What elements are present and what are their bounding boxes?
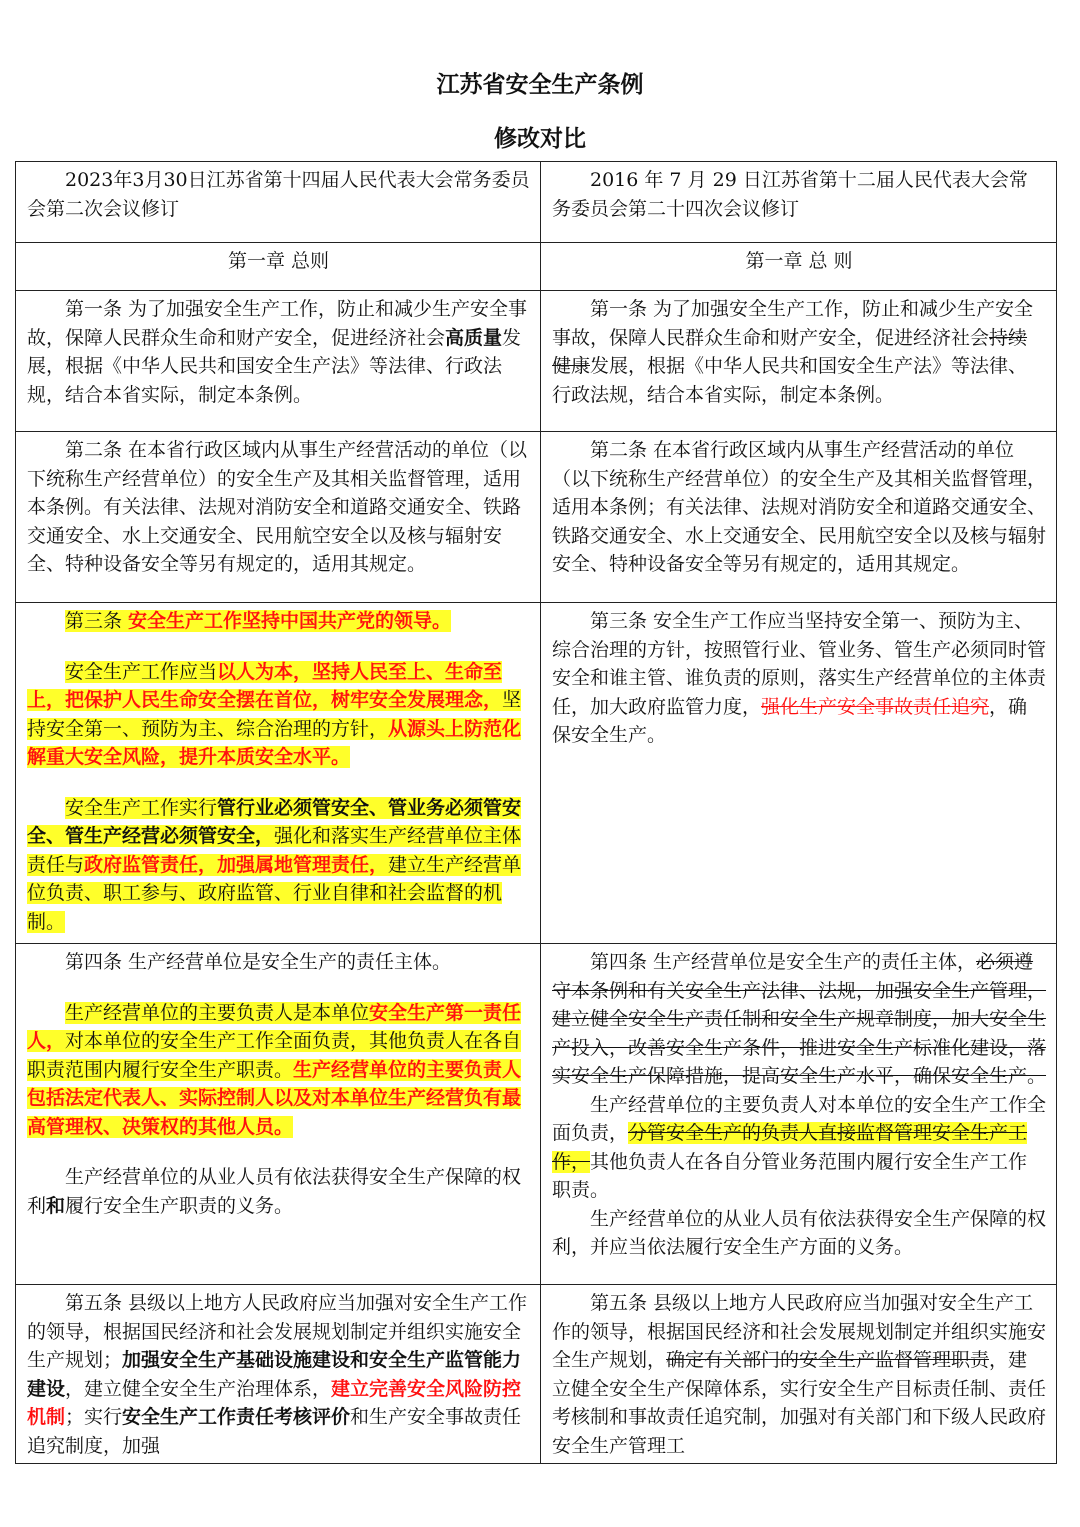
deleted-text: 强化生产安全事故责任追究 xyxy=(761,695,990,718)
chapter-old: 第一章 总 则 xyxy=(541,243,1057,291)
inserted-text: 加强安全生产基础设施建设和安全生产监管能力建设 xyxy=(27,1349,522,1400)
deleted-text: 分管安全生产的负责人直接监督管理安全生产工作， xyxy=(552,1122,1028,1173)
inserted-text: 生产经营单位的主要负责人包括法定代表人、实际控制人以及对本单位生产经营负有最高管理权、决策权的其他人员。 xyxy=(27,1058,522,1138)
article-1-old: 第一条 为了加强安全生产工作，防止和减少生产安全事故，保障人民群众生命和财产安全，促进经济社会持续健康发展，根据《中华人民共和国安全生产法》等法律、行政法规，结合本省实际，制定本条例。 xyxy=(541,291,1057,432)
inserted-text: 安全生产工作坚持中国共产党的领导。 xyxy=(128,610,452,632)
inserted-text: 安全生产工作责任考核评价 xyxy=(122,1406,351,1428)
article-4-old: 第四条 生产经营单位是安全生产的责任主体，必须遵守本条例和有关安全生产法律、法规，加强安全生产管理，建立健全安全生产责任制和安全生产规章制度，加大安全生产投入，改善安全生产条件，推进安全生产标准化建设，落实安全生产保障措施，提高安全生产水平，确保安全生产。 生产经营单位的主要负责人对本单位的安全生产工作全面负责，分管安全生产的负责人直接监督管理安全生产工作，其他负责人在各自分管业务范围内履行安全生产工作职责。 生产经营单位的从业人员有依法获得安全生产保障的权利，并应当依法履行安全生产方面的义务。 xyxy=(541,944,1057,1285)
article-4-new: 第四条 生产经营单位是安全生产的责任主体。 生产经营单位的主要负责人是本单位安全生产第一责任人，对本单位的安全生产工作全面负责，其他负责人在各自职责范围内履行安全生产职责。生产经营单位的主要负责人包括法定代表人、实际控制人以及对本单位生产经营负有最高管理权、决策权的其他人员。 生产经营单位的从业人员有依法获得安全生产保障的权利和履行安全生产职责的义务。 xyxy=(16,944,541,1285)
article-3-new: 第三条 安全生产工作坚持中国共产党的领导。 安全生产工作应当以人为本，坚持人民至上、生命至上，把保护人民生命安全摆在首位，树牢安全发展理念，坚持安全第一、预防为主、综合治理的方针，从源头上防范化解重大安全风险，提升本质安全水平。 安全生产工作实行管行业必须管安全、管业务必须管安全、管生产经营必须管安全，强化和落实生产经营单位主体责任与政府监管责任，加强属地管理责任，建立生产经营单位负责、职工参与、政府监管、行业自律和社会监督的机制。 xyxy=(16,603,541,944)
inserted-text: 政府监管责任，加强属地管理责任， xyxy=(84,853,389,876)
article-3-old: 第三条 安全生产工作应当坚持安全第一、预防为主、综合治理的方针，按照管行业、管业务、管生产必须同时管安全和谁主管、谁负责的原则，落实生产经营单位的主体责任，加大政府监管力度，强化生产安全事故责任追究，确保安全生产。 xyxy=(541,603,1057,944)
table-row xyxy=(16,291,1057,432)
article-5-new: 第五条 县级以上地方人民政府应当加强对安全生产工作的领导，根据国民经济和社会发展规划制定并组织实施安全生产规划；加强安全生产基础设施建设和安全生产监管能力建设，建立健全安全生产治理体系，建立完善安全风险防控机制；实行安全生产工作责任考核评价和生产安全事故责任追究制度，加强 xyxy=(16,1285,541,1464)
table-row xyxy=(16,162,1057,243)
article-5-old: 第五条 县级以上地方人民政府应当加强对安全生产工作的领导，根据国民经济和社会发展规划制定并组织实施安全生产规划，确定有关部门的安全生产监督管理职责，建立健全安全生产保障体系，实行安全生产目标责任制、责任考核制和事故责任追究制，加强对有关部门和下级人民政府安全生产管理工 xyxy=(541,1285,1057,1464)
header-old-version: 2016 年 7 月 29 日江苏省第十二届人民代表大会常务委员会第二十四次会议修订 xyxy=(541,162,1057,243)
inserted-text: 以人为本，坚持人民至上、生命至上，把保护人民生命安全摆在首位，树牢安全发展理念， xyxy=(27,660,503,711)
inserted-text: 从源头上防范化解重大安全风险，提升本质安全水平。 xyxy=(27,717,522,768)
table-row xyxy=(16,603,1057,944)
inserted-text: 和 xyxy=(46,1194,66,1217)
deleted-text: 必须遵守本条例和有关安全生产法律、法规，加强安全生产管理，建立健全安全生产责任制和安全生产规章制度，加大安全生产投入，改善安全生产条件，推进安全生产标准化建设，落实安全生产保障措施，提高安全生产水平，确保安全生产。 xyxy=(552,951,1047,1087)
header-new-version: 2023年3月30日江苏省第十四届人民代表大会常务委员会第二次会议修订 xyxy=(16,162,541,243)
table-row xyxy=(16,944,1057,1285)
table-row xyxy=(16,243,1057,291)
table-row xyxy=(16,1285,1057,1464)
document-subtitle: 修改对比 xyxy=(494,126,586,152)
inserted-text: 高质量 xyxy=(445,326,503,349)
inserted-text: 安全生产第一责任人， xyxy=(27,1001,522,1052)
chapter-new: 第一章 总则 xyxy=(16,243,541,291)
comparison-table xyxy=(15,161,1057,1464)
inserted-text: 管行业必须管安全、管业务必须管安全、管生产经营必须管安全， xyxy=(27,796,522,847)
article-2-new: 第二条 在本省行政区域内从事生产经营活动的单位（以下统称生产经营单位）的安全生产及其相关监督管理，适用本条例。有关法律、法规对消防安全和道路交通安全、铁路交通安全、水上交通安全、民用航空安全以及核与辐射安全、特种设备安全等另有规定的，适用其规定。 xyxy=(16,432,541,603)
inserted-text: 建立完善安全风险防控机制 xyxy=(27,1377,522,1428)
deleted-text: 确定有关部门的安全生产监督管理职责 xyxy=(666,1349,990,1371)
deleted-text: 持续健康 xyxy=(552,326,1028,377)
document-title: 江苏省安全生产条例 xyxy=(436,72,644,98)
article-1-new: 第一条 为了加强安全生产工作，防止和减少生产安全事故，保障人民群众生命和财产安全，促进经济社会高质量发展，根据《中华人民共和国安全生产法》等法律、行政法规，结合本省实际，制定本条例。 xyxy=(16,291,541,432)
table-row xyxy=(16,432,1057,603)
article-2-old: 第二条 在本省行政区域内从事生产经营活动的单位（以下统称生产经营单位）的安全生产及其相关监督管理，适用本条例；有关法律、法规对消防安全和道路交通安全、铁路交通安全、水上交通安全、民用航空安全以及核与辐射安全、特种设备安全等另有规定的，适用其规定。 xyxy=(541,432,1057,603)
